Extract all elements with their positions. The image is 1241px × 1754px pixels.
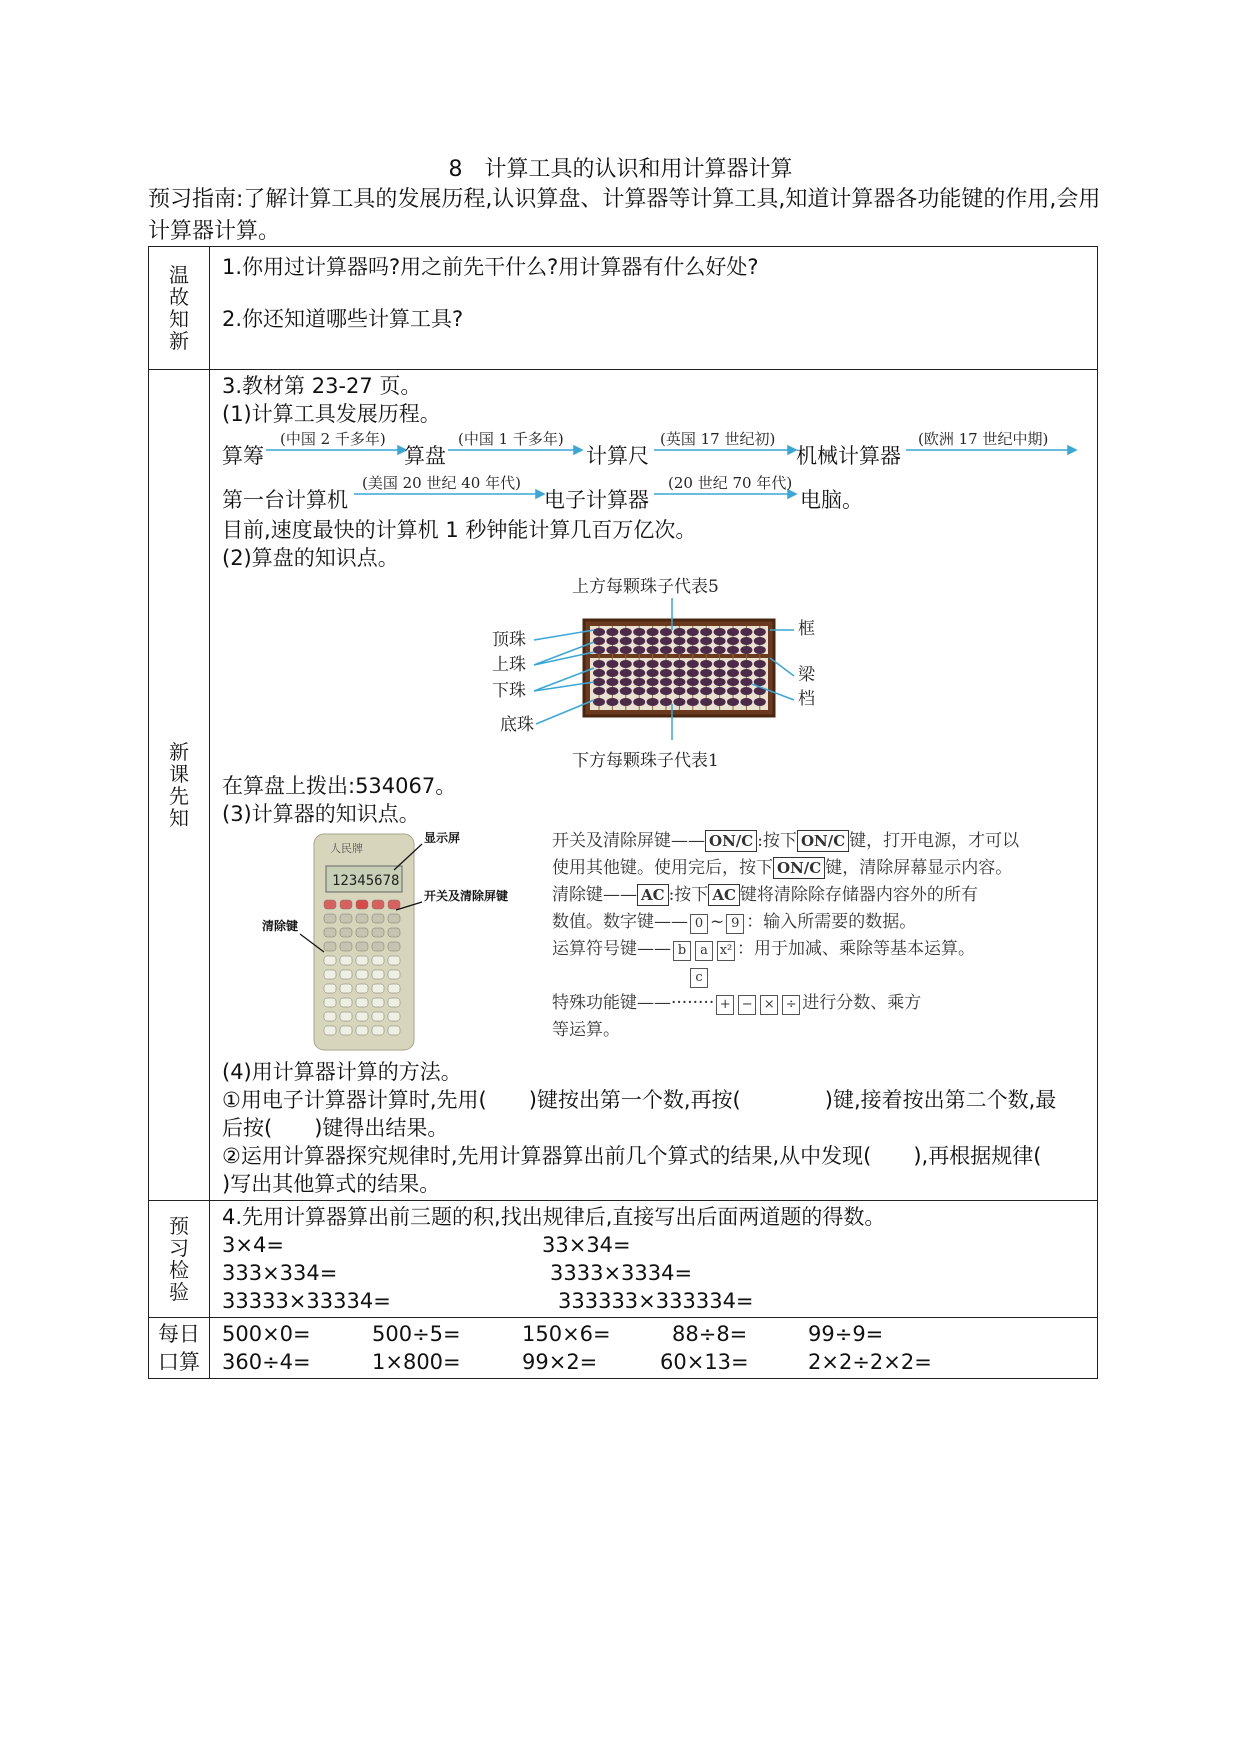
abacus-title: (2)算盘的知识点。 [222,546,399,570]
flow2-item-2: 电子计算器 [544,488,649,512]
calc-label-onc: 开关及清除屏键 [424,889,509,903]
key-digit-last: 9 [726,914,744,934]
abacus-task: 在算盘上拨出:534067。 [222,774,457,798]
daily-r2-c3: 99×2= [522,1350,598,1374]
abacus-bead [593,698,605,706]
calculator-key [356,1012,368,1021]
flow1-item-4: 机械计算器 [796,444,901,468]
abacus-bead [660,669,672,677]
key-op-x2: x² [717,941,735,961]
abacus-bead [593,669,605,677]
abacus-bead [687,660,699,668]
daily-r1-c3: 150×6= [522,1322,611,1346]
daily-label: 每日口算 [158,1322,200,1374]
calculator-key [324,1026,336,1035]
abacus-bead [740,628,752,636]
calculator-key [356,900,368,909]
key-digit-first: 0 [690,914,708,934]
worksheet-table [148,246,1098,1379]
abacus-bead [593,660,605,668]
abacus-bead [700,660,712,668]
abacus-label-lower-bead: 下珠 [492,681,526,701]
calculator-key [324,900,336,909]
abacus-bead [633,669,645,677]
check-label: 预习检验 [169,1214,189,1304]
calc-desc-5: 运算符号键—— [552,939,671,959]
check-intro: 4.先用计算器算出前三题的积,找出规律后,直接写出后面两道题的得数。 [222,1205,886,1229]
flow1-item-1: 算筹 [222,444,264,468]
abacus-bead [633,628,645,636]
abacus-bead [754,646,766,654]
calculator-key [340,956,352,965]
calculator-key [372,914,384,923]
abacus-bead [606,637,618,645]
newlesson-label-cell [149,370,210,1201]
calculator-key [340,942,352,951]
abacus-bead [754,637,766,645]
abacus-bead [620,698,632,706]
abacus-bead [673,687,685,695]
abacus-bead [714,637,726,645]
abacus-bead [700,698,712,706]
key-sf-times: × [760,995,778,1015]
calculator-key [324,942,336,951]
calculator-diagram [222,828,552,1058]
abacus-bead [633,687,645,695]
calculator-key [340,1012,352,1021]
check-expr-4: 3333×3334= [550,1261,693,1285]
check-expr-1: 3×4= [222,1233,284,1257]
history-title: (1)计算工具发展历程。 [222,402,441,426]
abacus-figure [222,572,1085,772]
abacus-bead [740,669,752,677]
key-ac-1: AC [637,884,669,906]
abacus-bead [620,628,632,636]
calculator-key [324,1012,336,1021]
calc-desc-6: 特殊功能键——········ [552,993,715,1013]
calculator-key [372,928,384,937]
calculator-key [340,984,352,993]
calculator-key [388,956,400,965]
calc-label-display: 显示屏 [424,831,461,845]
abacus-bead [593,687,605,695]
abacus-bead [714,698,726,706]
calculator-key [388,1012,400,1021]
calculator-key [340,1026,352,1035]
daily-r2-c5: 2×2÷2×2= [808,1350,932,1374]
abacus-bead [740,678,752,686]
daily-row-2 [222,1348,1085,1376]
history-flow-1 [222,428,1085,472]
review-label: 温故知新 [169,263,189,353]
calculator-key [388,928,400,937]
method-line-2: 后按( )键得出结果。 [222,1116,449,1140]
abacus-bead [740,698,752,706]
page-title: 8 计算工具的认识和用计算器计算 [448,157,793,182]
abacus-bead [660,660,672,668]
abacus-bead [727,646,739,654]
abacus-bead [633,637,645,645]
calculator-key [372,984,384,993]
abacus-bead [673,669,685,677]
abacus-bead [620,637,632,645]
review-label-cell [149,247,210,370]
check-expr-2: 33×34= [542,1233,631,1257]
abacus-bead [647,698,659,706]
daily-r2-c2: 1×800= [372,1350,461,1374]
review-q2: 2.你还知道哪些计算工具? [222,307,464,331]
abacus-bead [714,646,726,654]
abacus-bead [714,669,726,677]
abacus-label-rod: 档 [798,689,815,709]
check-expr-5: 33333×33334= [222,1289,391,1313]
calculator-key [372,1012,384,1021]
calculator-key [340,998,352,1007]
abacus-bead [740,660,752,668]
calculator-key [356,998,368,1007]
daily-label-cell [149,1318,210,1379]
abacus-bead [673,646,685,654]
calculator-key [388,914,400,923]
abacus-bead [633,698,645,706]
calculator-key [356,984,368,993]
calculator-key [340,970,352,979]
abacus-bead [606,698,618,706]
flow2-note-1: (美国 20 世纪 40 年代) [362,474,521,492]
calculator-key [324,970,336,979]
calculator-key [324,984,336,993]
calculator-title: (3)计算器的知识点。 [222,802,420,826]
abacus-bead [620,646,632,654]
calculator-key [372,942,384,951]
abacus-bead [754,628,766,636]
calc-desc-line-1 [552,828,1072,855]
calculator-key [340,928,352,937]
abacus-bead [633,646,645,654]
abacus-bead [700,628,712,636]
abacus-bottom-caption: 下方每颗珠子代表1 [572,751,719,771]
abacus-bead [687,678,699,686]
daily-row [149,1318,1098,1379]
calculator-key [356,914,368,923]
key-onc-3: ON/C [773,857,825,879]
history-flow-2 [222,472,1085,516]
abacus-bead [606,660,618,668]
abacus-bead [687,669,699,677]
abacus-bead [660,637,672,645]
calculator-figure [222,828,1085,1058]
calculator-key [356,928,368,937]
calc-desc-line-5c [552,963,1072,990]
abacus-bead [620,669,632,677]
abacus-bead [660,628,672,636]
abacus-bead [647,628,659,636]
check-line-3 [222,1287,1085,1315]
flow1-item-3: 计算尺 [586,444,649,468]
calc-desc-3c: 键将清除除存储器内容外的所有 [739,885,978,905]
abacus-label-top-bead: 顶珠 [492,630,526,650]
daily-r2-c1: 360÷4= [222,1350,311,1374]
check-line-2 [222,1259,1085,1287]
calculator-key [388,900,400,909]
check-expr-3: 333×334= [222,1261,338,1285]
abacus-bead [673,698,685,706]
abacus-bead [673,660,685,668]
calc-desc-4b: ：输入所需要的数据。 [746,912,917,932]
calc-desc-1b: :按下 [757,831,797,851]
key-onc-1: ON/C [705,830,757,852]
calculator-key [388,942,400,951]
flow2-item-3: 电脑。 [800,488,863,512]
newlesson-row [149,370,1098,1201]
calculator-key [356,942,368,951]
abacus-bead [647,687,659,695]
flow2-note-2: (20 世纪 70 年代) [668,474,793,492]
calculator-key [372,956,384,965]
calculator-key [372,1026,384,1035]
abacus-bead [754,669,766,677]
daily-r1-c5: 99÷9= [808,1322,884,1346]
abacus-bead [647,669,659,677]
check-label-cell [149,1201,210,1318]
abacus-bead [714,687,726,695]
abacus-bead [660,687,672,695]
calculator-key [324,956,336,965]
review-q1: 1.你用过计算器吗?用之前先干什么?用计算器有什么好处? [222,255,759,279]
calc-label-clear: 清除键 [262,919,299,933]
abacus-bead [606,628,618,636]
abacus-bead [633,660,645,668]
abacus-bead [673,628,685,636]
abacus-bead [714,628,726,636]
preview-guide: 预习指南:了解计算工具的发展历程,认识算盘、计算器等计算工具,知道计算器各功能键的作用,会用计算器计算。 [148,187,1101,244]
abacus-bead [687,687,699,695]
method-line-1: ①用电子计算器计算时,先用( )键按出第一个数,再按( )键,接着按出第二个数,最 [222,1088,1057,1112]
calculator-key [356,1026,368,1035]
check-content [210,1201,1098,1318]
method-title: (4)用计算器计算的方法。 [222,1060,462,1084]
calculator-key [340,900,352,909]
abacus-bead [714,678,726,686]
abacus-bead [606,646,618,654]
abacus-bead [647,637,659,645]
calculator-key [340,914,352,923]
calculator-description [552,828,1072,1044]
fastest-computer-text: 目前,速度最快的计算机 1 秒钟能计算几百万亿次。 [222,518,697,542]
abacus-bead [727,660,739,668]
abacus-bead [620,660,632,668]
abacus-bead [727,687,739,695]
calc-desc-line-5 [552,936,1072,963]
abacus-bead [620,678,632,686]
calculator-brand: 人民牌 [330,842,363,855]
calculator-key [324,914,336,923]
calc-desc-1c: 键，打开电源，才可以 [849,831,1020,851]
calculator-key [388,970,400,979]
abacus-top-caption: 上方每颗珠子代表5 [572,577,719,597]
abacus-bead [740,646,752,654]
flow1-note-4: (欧洲 17 世纪中期) [918,430,1049,448]
flow2-arrows [222,472,1082,516]
daily-r2-c4: 60×13= [660,1350,749,1374]
daily-r1-c1: 500×0= [222,1322,311,1346]
abacus-bead [606,687,618,695]
newlesson-label: 新课先知 [169,740,189,830]
abacus-label-bottom-bead: 底珠 [500,715,534,735]
abacus-bead [714,660,726,668]
flow1-note-2: (中国 1 千多年) [458,430,564,448]
calculator-key [324,998,336,1007]
abacus-bead [647,660,659,668]
flow2-item-1: 第一台计算机 [222,488,348,512]
abacus-bead [700,646,712,654]
abacus-bead [660,678,672,686]
calculator-key [356,970,368,979]
abacus-bead [700,637,712,645]
check-expr-6: 333333×333334= [558,1289,754,1313]
method-line-4: )写出其他算式的结果。 [222,1172,441,1196]
calc-desc-3b: :按下 [668,885,709,905]
calculator-key [372,900,384,909]
abacus-bead [754,660,766,668]
abacus-bead [647,646,659,654]
abacus-bead [647,678,659,686]
abacus-label-upper-bead: 上珠 [492,655,526,675]
abacus-bead [700,678,712,686]
abacus-bead [754,698,766,706]
calc-desc-line-6 [552,990,1072,1017]
abacus-bead [606,669,618,677]
newlesson-content [210,370,1098,1201]
abacus-bead [700,687,712,695]
calculator-key [356,956,368,965]
key-op-a: a [695,941,713,961]
abacus-bead [727,637,739,645]
abacus-label-frame: 框 [798,619,815,639]
abacus-bead [727,669,739,677]
method-line-3: ②运用计算器探究规律时,先用计算器算出前几个算式的结果,从中发现( ),再根据规律( [222,1144,1042,1168]
key-sf-minus: − [738,995,756,1015]
key-op-c: c [690,968,708,988]
abacus-bead [593,678,605,686]
calc-desc-line-7: 等运算。 [552,1020,620,1040]
flow1-note-3: (英国 17 世纪初) [660,430,776,448]
abacus-bead [740,637,752,645]
abacus-bead [687,698,699,706]
key-op-b: b [673,941,691,961]
abacus-diagram [222,572,1082,772]
abacus-bead [687,628,699,636]
key-ac-2: AC [708,884,740,906]
abacus-bead [673,637,685,645]
calc-desc-6b: 进行分数、乘方 [802,993,922,1013]
daily-content [210,1318,1098,1379]
calculator-key [372,998,384,1007]
review-row [149,247,1098,370]
abacus-bead [727,698,739,706]
abacus-bead [700,669,712,677]
abacus-bead [740,687,752,695]
abacus-bead [593,646,605,654]
calculator-key [372,970,384,979]
calc-desc-line-2 [552,855,1072,882]
abacus-bead [593,637,605,645]
calc-desc-4: 数值。数字键—— [552,912,688,932]
calc-desc-line-4: 数值。数字键—— 0 ~ 9 ：输入所需要的数据。 [552,912,917,932]
calc-desc-3a: 清除键—— [552,885,637,905]
abacus-bead [660,698,672,706]
abacus-bead [687,646,699,654]
calc-desc-1a: 开关及清除屏键—— [552,831,705,851]
abacus-bead [660,646,672,654]
calculator-screen-value: 12345678 [332,873,400,889]
calc-desc-line-3 [552,882,1072,909]
abacus-bead [620,687,632,695]
daily-r1-c4: 88÷8= [672,1322,748,1346]
abacus-label-beam: 梁 [798,665,815,685]
abacus-bead [593,628,605,636]
flow1-note-1: (中国 2 千多年) [280,430,386,448]
textbook-ref: 3.教材第 23-27 页。 [222,374,422,398]
calc-desc-2a: 使用其他键。使用完后，按下 [552,858,773,878]
abacus-bead [606,678,618,686]
abacus-bead [727,678,739,686]
calculator-key [388,998,400,1007]
check-row [149,1201,1098,1318]
check-line-1 [222,1231,1085,1259]
abacus-bead [673,678,685,686]
daily-row-1 [222,1320,1085,1348]
daily-r1-c2: 500÷5= [372,1322,461,1346]
calculator-key [388,1026,400,1035]
key-sf-plus: + [716,995,734,1015]
abacus-bead [633,678,645,686]
calc-desc-2b: 键，清除屏幕显示内容。 [825,858,1013,878]
key-sf-div: ÷ [782,995,800,1015]
abacus-bead [727,628,739,636]
calculator-key [388,984,400,993]
key-onc-2: ON/C [797,830,849,852]
flow1-item-2: 算盘 [404,444,446,468]
review-content [210,247,1098,370]
calculator-key [324,928,336,937]
calc-desc-5b: ：用于加减、乘除等基本运算。 [737,939,975,959]
abacus-bead [687,637,699,645]
